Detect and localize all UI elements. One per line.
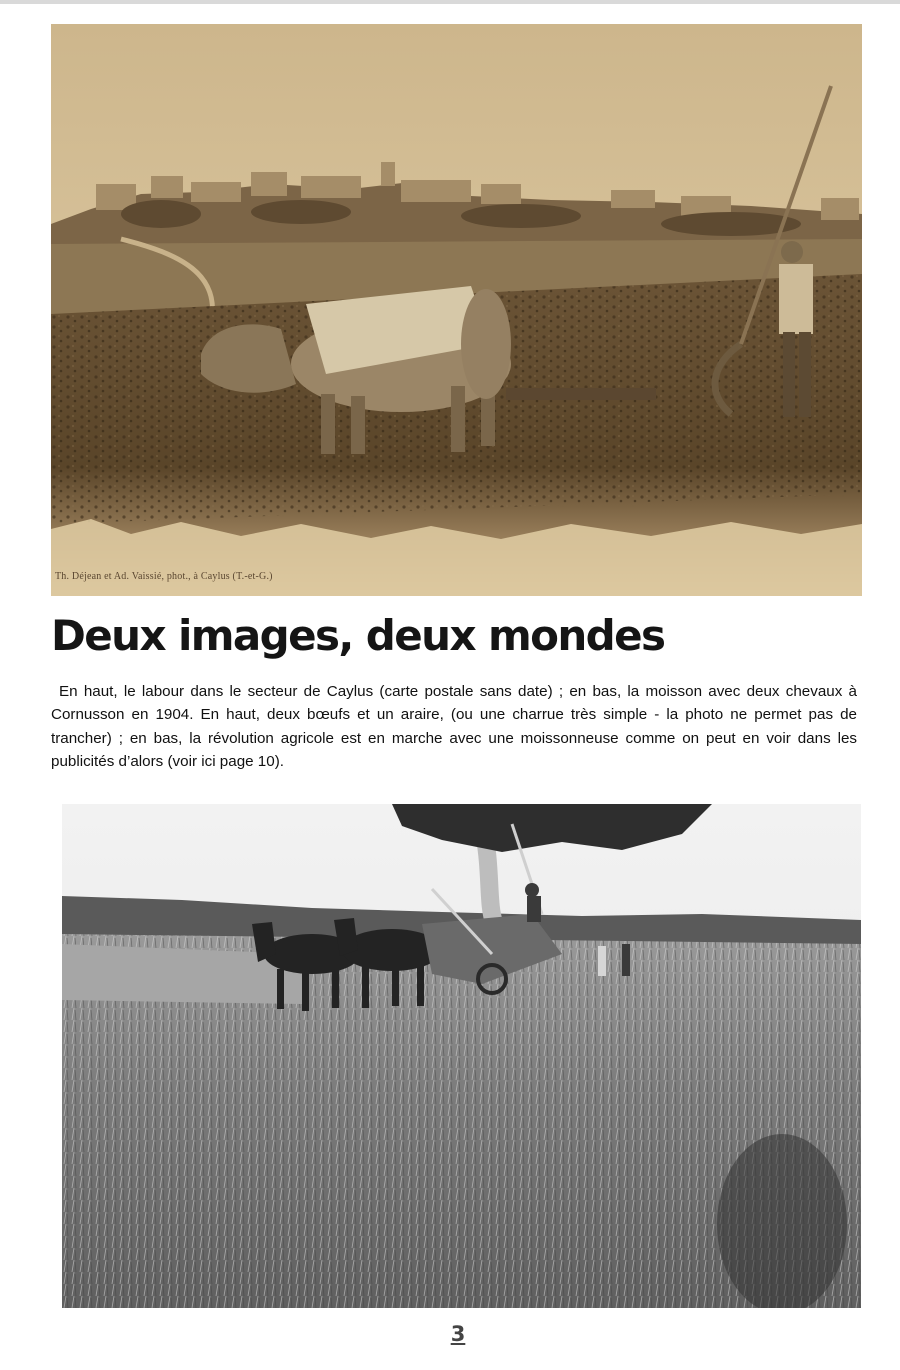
postcard-ploughing-photo xyxy=(51,24,862,596)
photo-credit: Th. Déjean et Ad. Vaissié, phot., à Caylus (T.-et-G.) xyxy=(55,571,273,582)
page-title: Deux images, deux mondes xyxy=(51,611,665,660)
caption-paragraph: En haut, le labour dans le secteur de Caylus (carte postale sans date) ; en bas, la moisson avec deux chevaux à Cornusson en 1904. En haut, deux bœufs et un araire, (ou une charrue très simple - la photo ne permet pas de trancher) ; en bas, la révolution agricole est en marche avec une moissonneuse comme on peut en voir dans les publicités d’alors (voir ici page 10). xyxy=(51,683,857,770)
page-number: 3 xyxy=(450,1322,466,1346)
harvest-photo xyxy=(62,804,861,1308)
top-rule xyxy=(0,0,900,4)
harvest-illustration xyxy=(62,804,861,1308)
ploughing-illustration xyxy=(51,24,862,596)
